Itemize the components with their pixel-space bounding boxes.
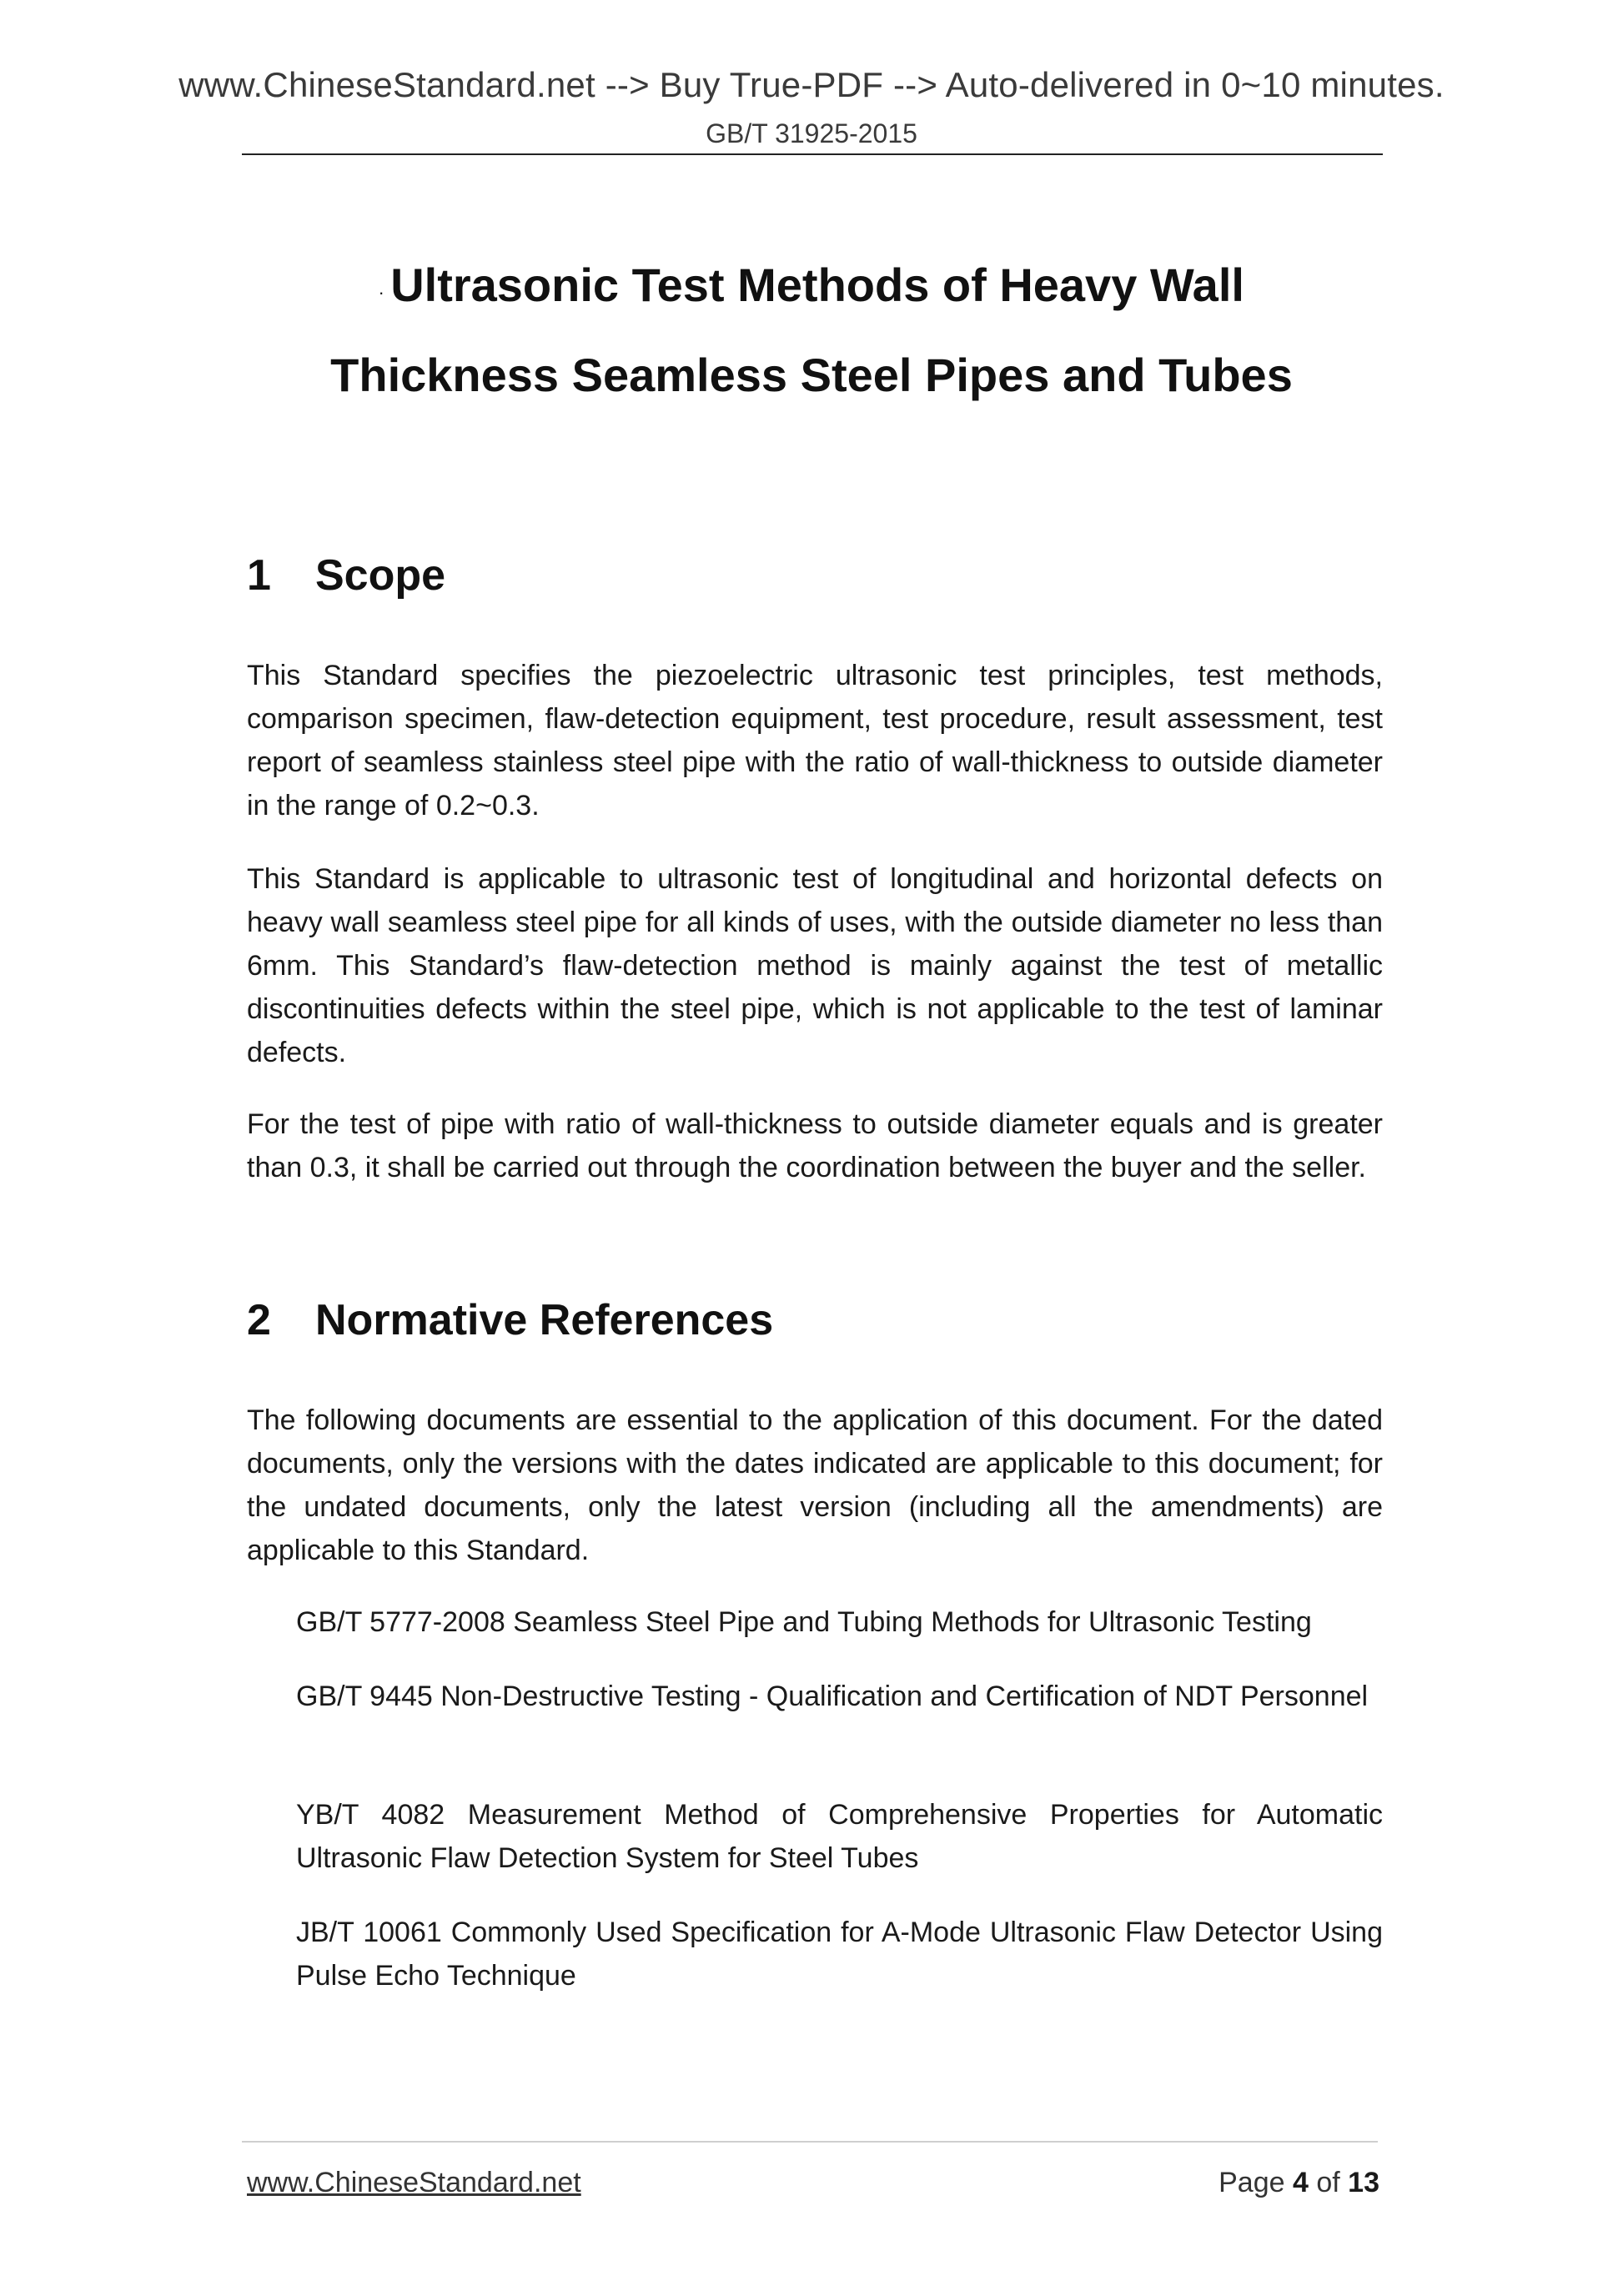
page-label: Page bbox=[1219, 2167, 1285, 2198]
header-divider bbox=[242, 153, 1383, 155]
title-marker: . bbox=[379, 278, 384, 299]
page-of: of bbox=[1316, 2167, 1340, 2198]
reference-item: GB/T 5777-2008 Seamless Steel Pipe and Tubing Methods for Ultrasonic Testing bbox=[296, 1606, 1312, 1638]
header-banner: www.ChineseStandard.net --> Buy True-PDF --> Auto-delivered in 0~10 minutes. bbox=[178, 65, 1445, 104]
document-title bbox=[0, 242, 1623, 419]
section-heading-normative-references bbox=[247, 1295, 773, 1345]
references-intro-paragraph: The following documents are essential to the application of this document. For the dated documents, only the versions with the dates indicated are applicable to this document; for the undated documents, only the latest version (including all the amendments) are applicable to this Standard. bbox=[247, 1404, 1383, 1566]
scope-paragraph-3: For the test of pipe with ratio of wall-thickness to outside diameter equals and is greater than 0.3, it shall be carried out through the coordination between the buyer and the seller. bbox=[247, 1108, 1383, 1183]
page-current: 4 bbox=[1292, 2167, 1309, 2198]
title-line-2: Thickness Seamless Steel Pipes and Tubes bbox=[330, 349, 1293, 401]
section-title: Scope bbox=[315, 551, 446, 600]
scope-paragraph-1: This Standard specifies the piezoelectric ultrasonic test principles, test methods, comparison specimen, flaw-detection equipment, test procedure, result assessment, test report of seamless stainless steel pipe with the ratio of wall-thickness to outside diameter in the range of 0.2~0.3. bbox=[247, 660, 1383, 821]
section-number: 1 bbox=[247, 551, 271, 600]
title-line-1 bbox=[0, 242, 1623, 332]
header-standard-number: GB/T 31925-2015 bbox=[706, 118, 917, 148]
section-heading-scope bbox=[247, 550, 445, 600]
title-line-1-text: Ultrasonic Test Methods of Heavy Wall bbox=[390, 259, 1244, 311]
scope-paragraph-2: This Standard is applicable to ultrasonic test of longitudinal and horizontal defects on heavy wall seamless steel pipe for all kinds of uses, with the outside diameter no less than 6mm. This Standard’s flaw-detection method is mainly against the test of metallic discontinuities defects within the steel pipe, which is not applicable to the test of laminar defects. bbox=[247, 863, 1383, 1068]
section-title: Normative References bbox=[315, 1296, 774, 1344]
page-total: 13 bbox=[1348, 2167, 1379, 2198]
reference-item: JB/T 10061 Commonly Used Specification for A-Mode Ultrasonic Flaw Detector Using Pulse Echo Technique bbox=[296, 1917, 1383, 1992]
reference-item: GB/T 9445 Non-Destructive Testing - Qualification and Certification of NDT Personnel bbox=[296, 1681, 1369, 1712]
footer-divider bbox=[242, 2141, 1378, 2143]
reference-item: YB/T 4082 Measurement Method of Comprehensive Properties for Automatic Ultrasonic Flaw Detection System for Steel Tubes bbox=[296, 1799, 1383, 1874]
page-indicator bbox=[1219, 2167, 1379, 2199]
footer-website-link[interactable]: www.ChineseStandard.net bbox=[247, 2167, 581, 2198]
section-number: 2 bbox=[247, 1296, 271, 1344]
